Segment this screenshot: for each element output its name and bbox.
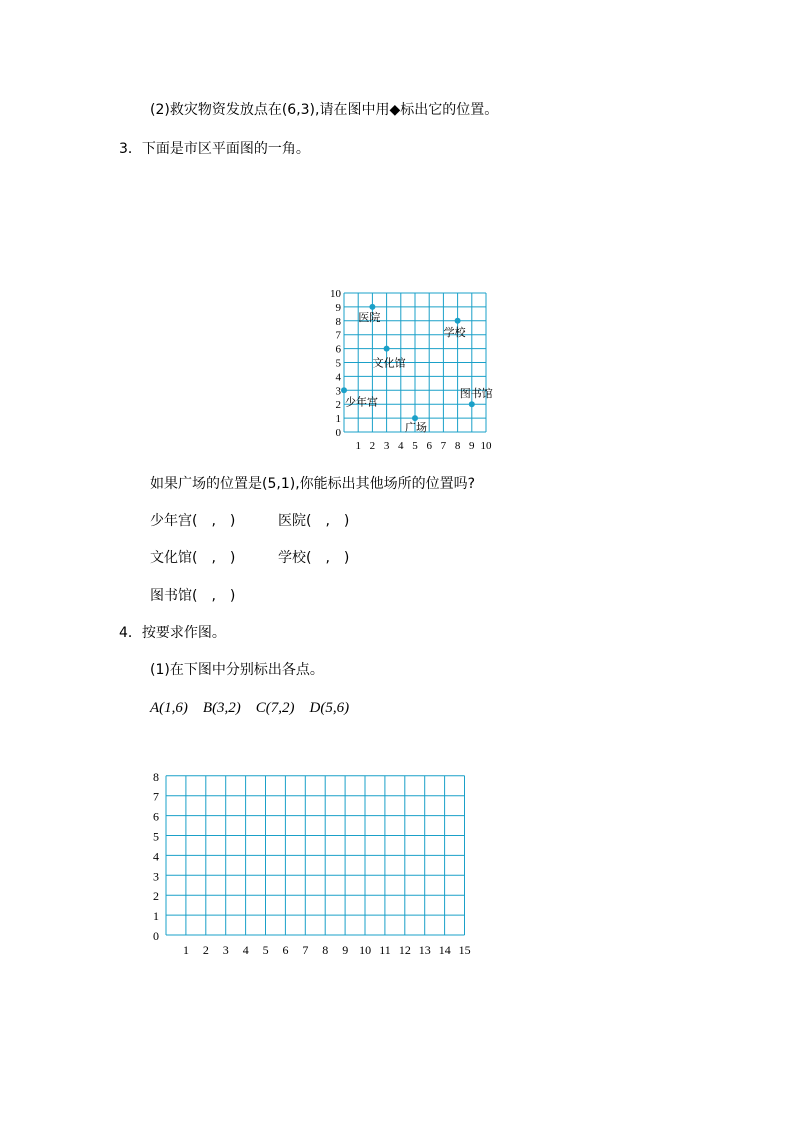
map-point xyxy=(341,387,347,393)
map-place-label: 图书馆 xyxy=(459,387,493,401)
answer-label: 医院 xyxy=(278,513,306,529)
grid2-x-tick-label: 13 xyxy=(418,943,431,957)
grid2-x-tick-label: 2 xyxy=(202,943,209,957)
map-x-tick-label: 8 xyxy=(454,440,461,452)
answer-blank: ( , ) xyxy=(306,513,350,529)
map-y-tick-label: 1 xyxy=(335,413,341,426)
map-point xyxy=(369,304,375,310)
grid2-x-tick-label: 7 xyxy=(302,943,309,957)
map-y-tick-label: 3 xyxy=(335,385,341,398)
grid2-y-tick-label: 3 xyxy=(153,869,159,884)
map-y-tick-label: 0 xyxy=(335,427,341,439)
map-x-tick-label: 5 xyxy=(412,440,418,452)
answer-culture-center xyxy=(150,548,235,568)
map-y-tick-label: 10 xyxy=(330,288,341,300)
grid2-x-tick-label: 4 xyxy=(242,943,249,957)
map-y-tick-label: 6 xyxy=(335,343,341,356)
map-y-tick-label: 7 xyxy=(335,329,341,342)
answer-label: 学校 xyxy=(278,550,306,566)
q3-title: 3．下面是市区平面图的一角。 xyxy=(119,141,310,157)
answer-hospital xyxy=(278,511,349,531)
grid2-x-tick-label: 12 xyxy=(398,943,411,957)
grid2-x-tick-label: 1 xyxy=(183,943,189,957)
grid2-x-tick-label: 9 xyxy=(342,943,349,957)
map-y-tick-label: 5 xyxy=(335,357,341,370)
grid2-x-tick-label: 14 xyxy=(438,943,451,957)
map-point xyxy=(469,401,475,407)
answer-library xyxy=(150,586,235,606)
q2-part2-text: (2)救灾物资发放点在(6,3),请在图中用◆标出它的位置。 xyxy=(150,102,499,118)
map-place-label: 文化馆 xyxy=(372,356,406,370)
map-x-tick-label: 1 xyxy=(355,440,361,452)
grid2-y-tick-label: 2 xyxy=(153,889,159,904)
grid2-x-tick-label: 5 xyxy=(262,943,269,957)
grid2-y-tick-label: 7 xyxy=(153,789,159,804)
q4-points-text: A(1,6) B(3,2) C(7,2) D(5,6) xyxy=(150,700,350,716)
map-x-tick-labels xyxy=(355,440,492,452)
q3-question: 如果广场的位置是(5,1),你能标出其他场所的位置吗? xyxy=(150,476,476,492)
map-x-tick-label: 2 xyxy=(369,440,376,452)
map-y-tick-labels xyxy=(330,288,342,439)
answer-youth-palace xyxy=(150,511,235,531)
map-y-tick-label: 8 xyxy=(335,315,341,328)
grid2-x-tick-label: 8 xyxy=(322,943,329,957)
answer-label: 文化馆 xyxy=(150,550,192,566)
map-point xyxy=(412,415,418,421)
map-y-tick-label: 2 xyxy=(335,399,341,412)
grid2-y-tick-label: 6 xyxy=(153,809,159,824)
answer-blank: ( , ) xyxy=(306,550,350,566)
grid2-x-tick-label: 6 xyxy=(282,943,289,957)
map-x-tick-label: 6 xyxy=(426,440,432,452)
grid2-lines xyxy=(166,776,465,935)
answer-school xyxy=(278,548,349,568)
answer-blank: ( , ) xyxy=(192,588,236,604)
grid2-x-tick-label: 15 xyxy=(458,943,471,957)
map-grid xyxy=(344,293,486,435)
map-x-tick-label: 10 xyxy=(480,440,492,452)
map-points xyxy=(341,304,475,421)
map-place-label: 医院 xyxy=(358,310,381,324)
map-x-tick-label: 3 xyxy=(383,440,390,452)
map-place-labels xyxy=(345,310,493,434)
map-x-tick-label: 9 xyxy=(469,440,475,452)
map-place-label: 学校 xyxy=(443,325,466,339)
q4-part1: (1)在下图中分别标出各点。 xyxy=(150,662,324,678)
grid2-y-tick-label: 0 xyxy=(153,929,159,943)
grid2-x-tick-label: 3 xyxy=(222,943,229,957)
q4-title: 4．按要求作图。 xyxy=(119,625,226,641)
grid2-x-tick-labels xyxy=(183,943,471,957)
map-place-label: 少年宫 xyxy=(345,395,378,409)
map-y-tick-label: 9 xyxy=(335,301,341,314)
answer-blank: ( , ) xyxy=(192,513,236,529)
map-point xyxy=(384,346,390,352)
grid2-y-tick-labels xyxy=(153,770,159,943)
answer-blank: ( , ) xyxy=(192,550,236,566)
map-x-tick-label: 4 xyxy=(398,440,404,452)
answer-label: 图书馆 xyxy=(150,588,192,604)
grid2-y-tick-label: 8 xyxy=(153,769,159,784)
map-place-label: 广场 xyxy=(405,421,427,435)
answer-label: 少年宫 xyxy=(150,513,192,529)
grid2-x-tick-label: 10 xyxy=(359,943,372,957)
grid2-y-tick-label: 1 xyxy=(153,909,159,924)
grid2-y-tick-label: 5 xyxy=(153,829,159,844)
grid2-x-tick-label: 11 xyxy=(379,943,391,957)
grid2-y-tick-label: 4 xyxy=(153,849,159,864)
map-x-tick-label: 7 xyxy=(440,440,447,452)
map-y-tick-label: 4 xyxy=(335,371,341,384)
map-point xyxy=(455,318,461,324)
